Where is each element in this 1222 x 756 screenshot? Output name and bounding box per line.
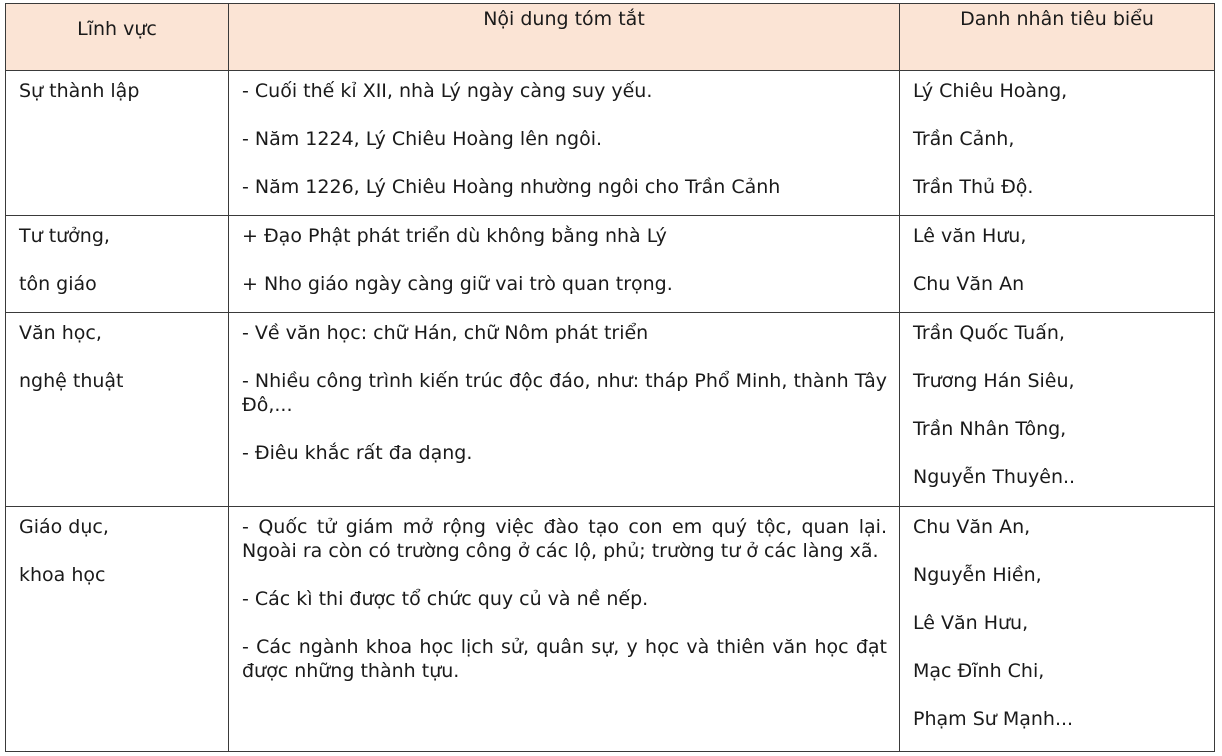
content-cell <box>229 216 900 313</box>
content-text: - Năm 1226, Lý Chiêu Hoàng nhường ngôi cho Trần Cảnh <box>242 176 781 198</box>
content-text: - Quốc tử giám mở rộng việc đào tạo con em quý tộc, quan lại. Ngoài ra còn có trường công ở các lộ, phủ; trường tư ở các làng xã. <box>242 516 887 562</box>
field-cell <box>6 313 229 507</box>
content-text: + Đạo Phật phát triển dù không bằng nhà Lý <box>242 225 667 247</box>
content-text: - Nhiều công trình kiến trúc độc đáo, như: tháp Phổ Minh, thành Tây Đô,... <box>242 370 887 416</box>
person-name: Lê Văn Hưu, <box>913 612 1029 634</box>
person-name: Trần Thủ Độ. <box>913 176 1034 198</box>
field-cell <box>6 71 229 216</box>
header-field: Lĩnh vực <box>6 4 229 71</box>
people-cell <box>900 313 1215 507</box>
tran-dynasty-table <box>5 3 1215 752</box>
field-text: Giáo dục, <box>19 516 109 538</box>
person-name: Trần Quốc Tuấn, <box>913 322 1065 344</box>
content-text: - Về văn học: chữ Hán, chữ Nôm phát triển <box>242 322 649 344</box>
table-row <box>6 216 1215 313</box>
content-cell <box>229 507 900 752</box>
field-cell <box>6 507 229 752</box>
person-name: Chu Văn An <box>913 273 1025 295</box>
header-content: Nội dung tóm tắt <box>229 4 900 71</box>
content-text: - Các ngành khoa học lịch sử, quân sự, y học và thiên văn học đạt được những thành tựu. <box>242 636 887 682</box>
table-row <box>6 71 1215 216</box>
person-name: Lê văn Hưu, <box>913 225 1027 247</box>
field-text: Sự thành lập <box>19 80 140 102</box>
content-cell <box>229 71 900 216</box>
person-name: Phạm Sư Mạnh... <box>913 708 1074 730</box>
field-text: nghệ thuật <box>19 370 124 392</box>
person-name: Nguyễn Hiền, <box>913 564 1042 586</box>
person-name: Nguyễn Thuyên.. <box>913 466 1076 488</box>
table-header-row <box>6 4 1215 71</box>
content-text: - Năm 1224, Lý Chiêu Hoàng lên ngôi. <box>242 128 603 150</box>
field-text: Văn học, <box>19 322 102 344</box>
table-row <box>6 507 1215 752</box>
field-text: khoa học <box>19 564 106 586</box>
field-text: tôn giáo <box>19 273 97 295</box>
person-name: Trần Nhân Tông, <box>913 418 1067 440</box>
field-cell <box>6 216 229 313</box>
content-text: - Điêu khắc rất đa dạng. <box>242 442 473 464</box>
header-people: Danh nhân tiêu biểu <box>900 4 1215 71</box>
person-name: Trần Cảnh, <box>913 128 1015 150</box>
content-text: - Cuối thế kỉ XII, nhà Lý ngày càng suy yếu. <box>242 80 653 102</box>
content-text: + Nho giáo ngày càng giữ vai trò quan trọng. <box>242 273 673 295</box>
table-row <box>6 313 1215 507</box>
content-cell <box>229 313 900 507</box>
person-name: Mạc Đĩnh Chi, <box>913 660 1045 682</box>
person-name: Lý Chiêu Hoàng, <box>913 80 1068 102</box>
content-text: - Các kì thi được tổ chức quy củ và nề nếp. <box>242 588 649 610</box>
field-text: Tư tưởng, <box>19 225 110 247</box>
person-name: Trương Hán Siêu, <box>913 370 1075 392</box>
people-cell <box>900 71 1215 216</box>
person-name: Chu Văn An, <box>913 516 1031 538</box>
people-cell <box>900 216 1215 313</box>
people-cell <box>900 507 1215 752</box>
